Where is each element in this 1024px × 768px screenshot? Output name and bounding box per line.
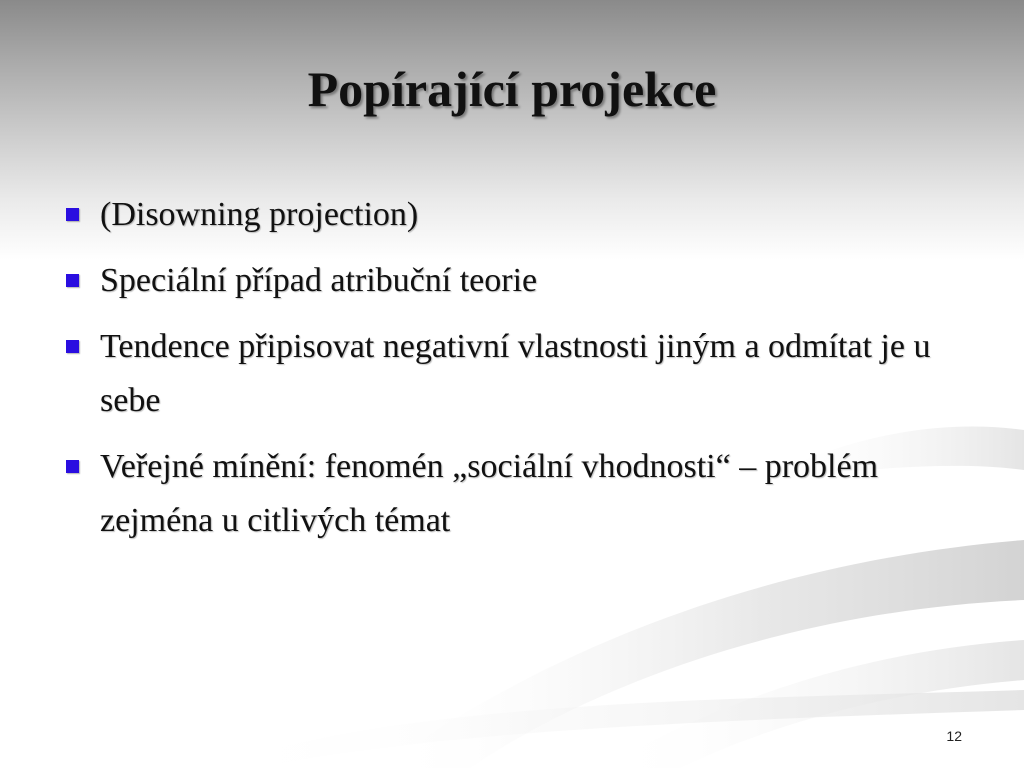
list-item xyxy=(60,440,980,548)
bullet-text: (Disowning projection) xyxy=(100,196,419,233)
bullet-text: Tendence připisovat negativní vlastnosti jiným a odmítat je u sebe xyxy=(100,328,931,419)
page-number: 12 xyxy=(946,728,962,744)
bullet-text: Speciální případ atribuční teorie xyxy=(100,262,538,299)
square-bullet-icon xyxy=(66,340,79,353)
square-bullet-icon xyxy=(66,274,79,287)
list-item xyxy=(60,188,980,242)
list-item xyxy=(60,320,980,428)
slide-title: Popírající projekce xyxy=(307,61,717,117)
bullet-list xyxy=(60,188,980,560)
square-bullet-icon xyxy=(66,460,79,473)
square-bullet-icon xyxy=(66,208,79,221)
bullet-text: Veřejné mínění: fenomén „sociální vhodnosti“ – problém zejména u citlivých témat xyxy=(100,448,879,539)
list-item xyxy=(60,254,980,308)
